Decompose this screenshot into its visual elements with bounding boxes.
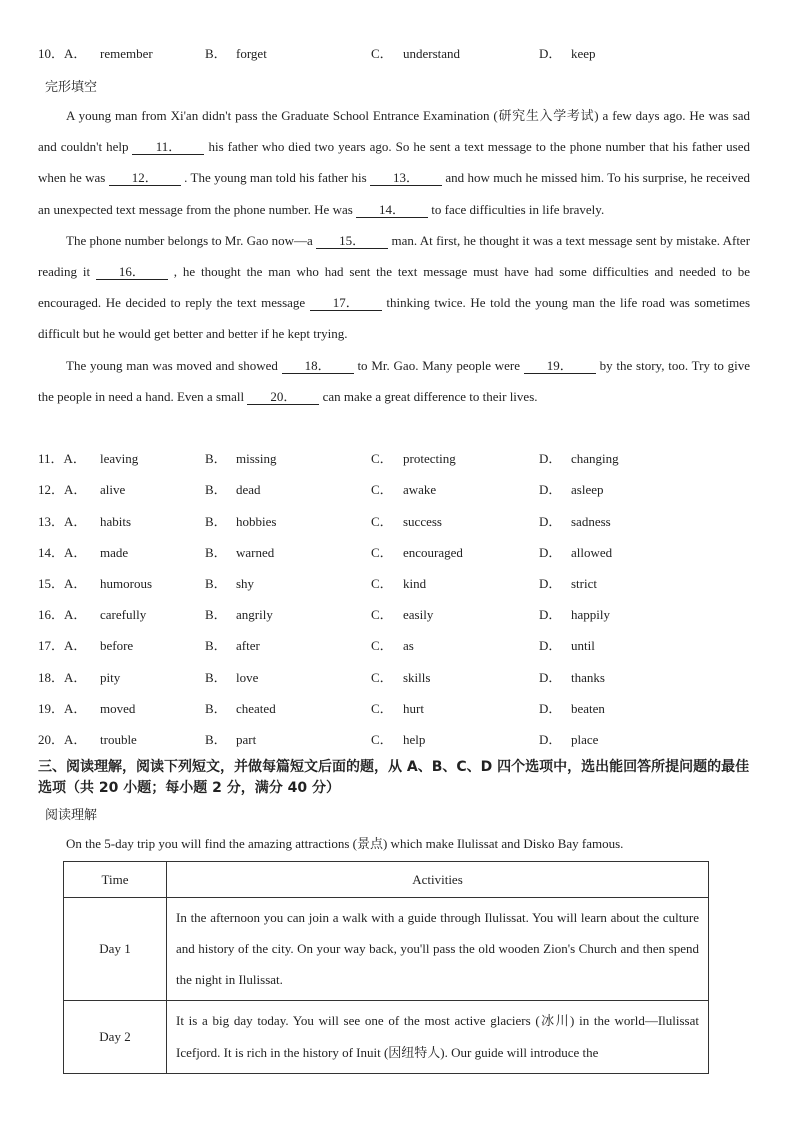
option-a[interactable]: humorous [100, 576, 152, 591]
option-d-label: D． [539, 576, 562, 591]
option-b-label: B． [205, 638, 227, 653]
activity-cell: In the afternoon you can join a walk with a guide through Ilulissat. You will learn about the culture and history of the city. On your way back, you'll pass the old wooden Zion's Church and then spend the night in Ilulissat. [167, 898, 709, 1001]
paragraph-1 [38, 100, 750, 225]
option-b-label: B． [205, 482, 227, 497]
section-title: 三、阅读理解，阅读下列短文，并做每篇短文后面的题，从 A、B、C、D 四个选项中，选出能回答所提问题的最佳选项（共 20 小题；每小题 2 分，满分 40 分） [38, 759, 750, 796]
option-c[interactable]: kind [403, 576, 427, 591]
text: thinking twice. He told the young man the life road was sometimes difficult but he would get better and better if he kept trying. [38, 295, 751, 342]
activity-cell: It is a big day today. You will see one of the most active glaciers (冰川) in the world—Ilulissat Icefjord. It is rich in the history of Inuit (因纽特人). Our guide will introduce the [167, 1000, 709, 1073]
paragraph-3 [38, 350, 750, 412]
option-c[interactable]: encouraged [403, 545, 463, 560]
option-c-label: C． [371, 701, 393, 716]
text: , he thought the man who had sent the text message must have had some difficulties and needed to be encouraged. He decided to reply the text message [38, 264, 751, 311]
question-number: 10．A． [38, 46, 87, 61]
option-d-label: D． [539, 638, 562, 653]
option-a: remember [100, 46, 153, 61]
option-d-label: D． [539, 732, 562, 747]
header-time: Time [64, 862, 167, 898]
blank-13[interactable]: 13． [370, 170, 442, 186]
text: to face difficulties in life bravely. [431, 201, 605, 217]
question-number: 12．A． [38, 482, 87, 497]
option-b[interactable]: dead [236, 482, 261, 497]
option-d-label: D． [539, 514, 562, 529]
option-c-label: C． [371, 482, 393, 497]
table-row [64, 1000, 709, 1073]
option-a[interactable]: carefully [100, 607, 147, 622]
option-b[interactable]: warned [236, 545, 275, 560]
option-c-label: C． [371, 607, 393, 622]
option-c-label: C． [371, 670, 393, 685]
blank-17[interactable]: 17． [310, 295, 382, 311]
option-c[interactable]: easily [403, 607, 434, 622]
reading-label: 阅读理解 [45, 808, 98, 823]
table-header-row [64, 862, 709, 898]
option-a[interactable]: pity [100, 670, 121, 685]
option-a[interactable]: made [100, 545, 129, 560]
option-d[interactable]: thanks [571, 670, 605, 685]
option-a[interactable]: moved [100, 701, 136, 716]
option-b-label: B． [205, 514, 227, 529]
option-d-label: D． [539, 670, 562, 685]
option-d[interactable]: strict [571, 576, 597, 591]
option-b: forget [236, 46, 267, 61]
option-d-label: D． [539, 46, 562, 61]
day-cell: Day 2 [64, 1000, 167, 1073]
text: The phone number belongs to Mr. Gao now—a [66, 232, 313, 248]
table-row [64, 898, 709, 1001]
option-b[interactable]: hobbies [236, 514, 277, 529]
cloze-label: 完形填空 [45, 80, 98, 95]
question-number: 11．A． [38, 451, 86, 466]
text: The young man was moved and showed [66, 357, 278, 373]
option-b-label: B． [205, 607, 227, 622]
paragraph-2 [38, 225, 750, 350]
option-c[interactable]: awake [403, 482, 437, 497]
question-number: 20．A． [38, 732, 87, 747]
option-b-label: B． [205, 701, 227, 716]
question-number: 16．A． [38, 607, 87, 622]
option-c-label: C． [371, 545, 393, 560]
question-number: 18．A． [38, 670, 87, 685]
option-b-label: B． [205, 576, 227, 591]
question-number: 14．A． [38, 545, 87, 560]
option-c[interactable]: help [403, 732, 426, 747]
option-c-label: C． [371, 46, 393, 61]
option-c-label: C． [371, 732, 393, 747]
option-d[interactable]: beaten [571, 701, 605, 716]
option-c-label: C． [371, 514, 393, 529]
reading-intro: On the 5-day trip you will find the amazing attractions (景点) which make Ilulissat and Disko Bay famous. [66, 836, 624, 851]
option-b-label: B． [205, 451, 227, 466]
option-b[interactable]: shy [236, 576, 255, 591]
option-c-label: C． [371, 451, 393, 466]
option-b[interactable]: cheated [236, 701, 276, 716]
option-b[interactable]: love [236, 670, 259, 685]
option-d-label: D． [539, 545, 562, 560]
text: by the story, too. Try to give the people in need a hand. Even a small [38, 357, 750, 404]
question-number: 17．A． [38, 638, 87, 653]
text: A young man from Xi'an didn't pass the Graduate School Entrance Examination (研究生入学考试) a few days ago. He was sad and couldn't help [38, 108, 750, 155]
text: and how much he missed him. To his surprise, he received an unexpected text message from the phone number. He was [38, 170, 751, 217]
blank-16[interactable]: 16． [96, 264, 168, 280]
option-a[interactable]: before [100, 638, 134, 653]
option-b[interactable]: part [236, 732, 257, 747]
blank-18[interactable]: 18． [282, 358, 354, 374]
option-d[interactable]: happily [571, 607, 610, 622]
option-d[interactable]: allowed [571, 545, 613, 560]
option-d[interactable]: changing [571, 451, 619, 466]
option-b-label: B． [205, 46, 227, 61]
option-d[interactable]: until [571, 638, 595, 653]
header-activities: Activities [167, 862, 709, 898]
option-d[interactable]: sadness [571, 514, 611, 529]
text: to Mr. Gao. Many people were [357, 357, 521, 373]
option-b-label: B． [205, 732, 227, 747]
option-d[interactable]: asleep [571, 482, 604, 497]
option-b-label: B． [205, 670, 227, 685]
option-c: understand [403, 46, 461, 61]
option-c[interactable]: skills [403, 670, 431, 685]
option-a[interactable]: habits [100, 514, 132, 529]
option-d-label: D． [539, 701, 562, 716]
option-d: keep [571, 46, 596, 61]
cloze-passage [38, 100, 750, 412]
option-c[interactable]: hurt [403, 701, 424, 716]
question-number: 15．A． [38, 576, 87, 591]
option-b[interactable]: angrily [236, 607, 273, 622]
option-b[interactable]: after [236, 638, 260, 653]
day-cell: Day 1 [64, 898, 167, 1001]
question-number: 13．A． [38, 514, 87, 529]
blank-19[interactable]: 19． [524, 358, 596, 374]
option-b-label: B． [205, 545, 227, 560]
blank-20[interactable]: 20． [247, 389, 319, 405]
text: can make a great difference to their lives. [322, 388, 538, 404]
text: man. At first, he thought it was a text message sent by mistake. After reading it [38, 232, 751, 280]
text: . The young man told his father his [184, 170, 367, 186]
option-d-label: D． [539, 607, 562, 622]
option-b[interactable]: missing [236, 451, 277, 466]
option-a[interactable]: trouble [100, 732, 137, 747]
option-c[interactable]: success [403, 514, 442, 529]
option-d-label: D． [539, 482, 562, 497]
option-c-label: C． [371, 638, 393, 653]
question-number: 19．A． [38, 701, 87, 716]
option-d[interactable]: place [571, 732, 599, 747]
option-d-label: D． [539, 451, 562, 466]
option-c-label: C． [371, 576, 393, 591]
option-c[interactable]: protecting [403, 451, 456, 466]
option-c[interactable]: as [403, 638, 414, 653]
option-a[interactable]: leaving [100, 451, 139, 466]
text: his father who died two years ago. So he sent a text message to the phone number that his father used when he was [38, 139, 750, 186]
schedule-table [63, 861, 709, 1074]
blank-14[interactable]: 14． [356, 202, 428, 218]
blank-11[interactable]: 11． [132, 139, 204, 155]
blank-12[interactable]: 12． [109, 170, 181, 186]
option-a[interactable]: alive [100, 482, 126, 497]
blank-15[interactable]: 15． [316, 233, 388, 249]
